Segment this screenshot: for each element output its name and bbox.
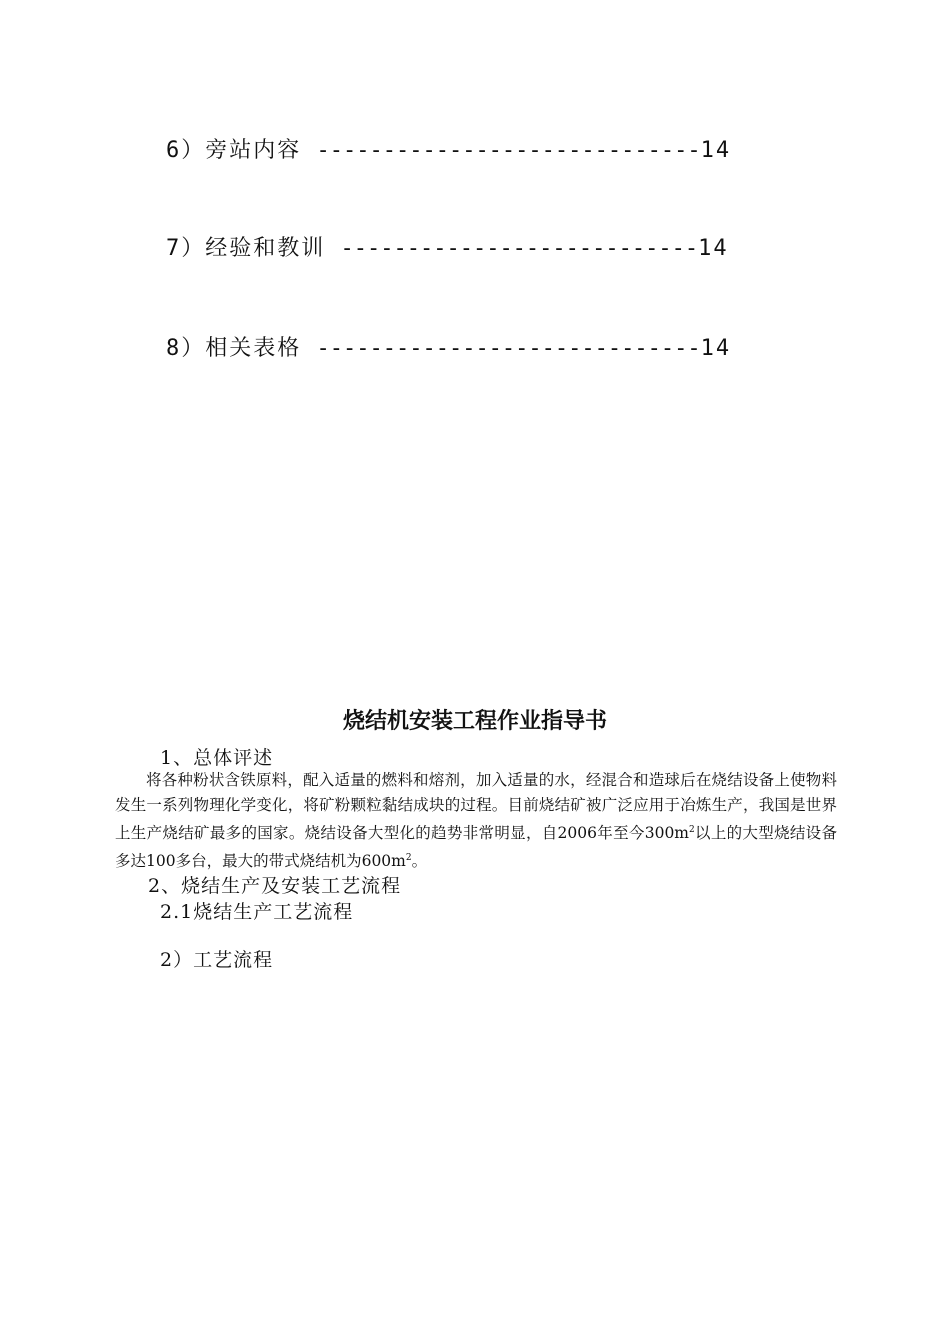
toc-page: 14 xyxy=(698,236,729,261)
toc-page: 14 xyxy=(700,138,732,163)
toc-page: 14 xyxy=(700,336,732,361)
superscript-2: 2 xyxy=(689,825,695,835)
toc-leader: ----------------------------- xyxy=(316,138,701,163)
section-2-heading: 2、烧结生产及安装工艺流程 xyxy=(148,875,402,897)
document-title: 烧结机安装工程作业指导书 xyxy=(342,709,607,734)
subsection-2-1-heading: 2.1烧结生产工艺流程 xyxy=(160,901,354,923)
toc-label: 7）经验和教训 xyxy=(166,236,326,261)
paragraph-text-2: 以上的大型烧结设备多达100多台，最大的带式烧结机为600m xyxy=(115,824,837,871)
paragraph-text-1: 将各种粉状含铁原料，配入适量的燃料和熔剂，加入适量的水，经混合和造球后在烧结设备上使物料发生一系列物理化学变化，将矿粉颗粒黏结成块的过程。目前烧结矿被广泛应用于冶炼生产，我国是世界上生产烧结矿最多的国家。烧结设备大型化的趋势非常明显，自2006年至今300m xyxy=(115,771,837,843)
subsection-process-heading: 2）工艺流程 xyxy=(160,949,274,971)
toc-entry-7 xyxy=(166,234,736,264)
toc-label: 8）相关表格 xyxy=(166,336,302,361)
toc-leader: --------------------------- xyxy=(340,236,699,261)
section-1-heading: 1、总体评述 xyxy=(160,747,274,769)
overview-paragraph xyxy=(115,768,837,874)
toc-label: 6）旁站内容 xyxy=(166,138,302,163)
toc-entry-6 xyxy=(166,136,736,166)
paragraph-text-3: 。 xyxy=(411,852,428,871)
toc-entry-8 xyxy=(166,334,736,364)
toc-leader: ----------------------------- xyxy=(316,336,701,361)
superscript-2: 2 xyxy=(405,853,412,864)
